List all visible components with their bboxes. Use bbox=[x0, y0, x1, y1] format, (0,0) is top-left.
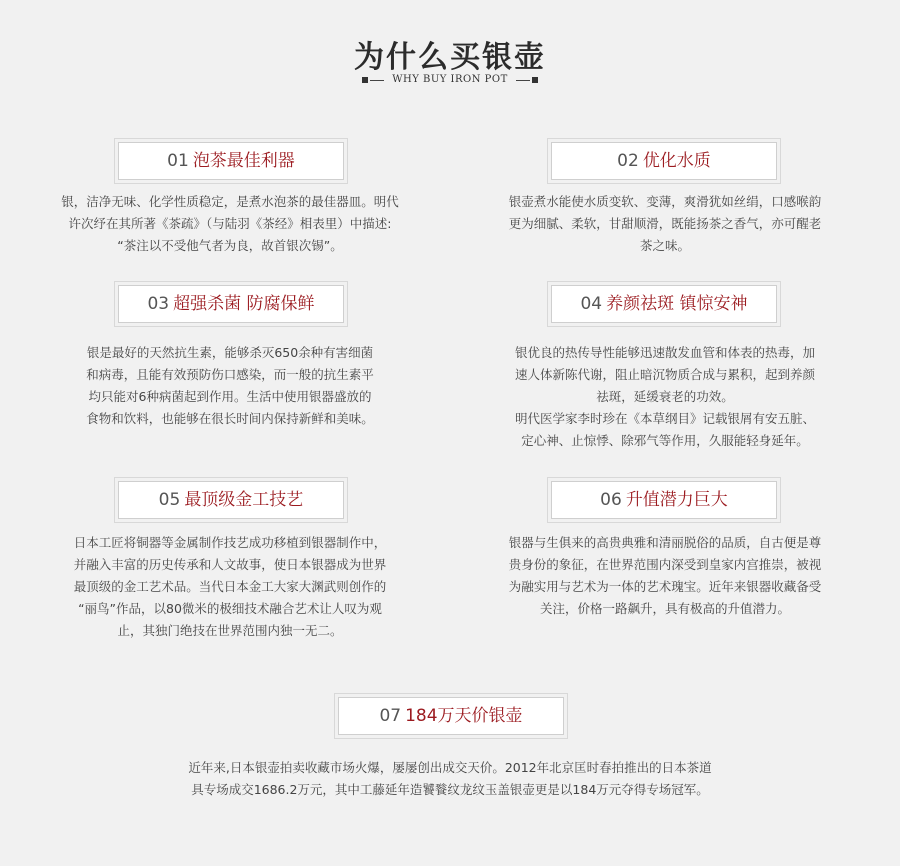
text-line: 具专场成交1686.2万元，其中工藤延年造饕餮纹龙纹玉盖银壶更是以184万元夺得专场冠军。 bbox=[191, 782, 709, 797]
section-03-text bbox=[40, 342, 420, 430]
subtitle-bar bbox=[362, 73, 538, 87]
section-number: 02 bbox=[617, 151, 639, 171]
text-line: 银优良的热传导性能够迅速散发血管和体表的热毒，加 bbox=[514, 345, 815, 360]
section-number: 03 bbox=[147, 294, 170, 314]
text-line: “丽鸟”作品，以80微米的极细技术融合艺术让人叹为观 bbox=[78, 601, 382, 616]
section-04-title-box bbox=[551, 285, 777, 323]
text-line: 关注，价格一路飙升，具有极高的升值潜力。 bbox=[539, 601, 790, 616]
text-line: 更为细腻、柔软，甘甜顺滑，既能扬茶之香气，亦可醒老 bbox=[508, 216, 822, 231]
text-line: 银，洁净无味、化学性质稳定，是煮水泡茶的最佳器皿。明代 bbox=[61, 194, 399, 209]
section-title: 养颜祛斑 镇惊安神 bbox=[606, 294, 748, 314]
text-line: 并融入丰富的历史传承和人文故事，使日本银器成为世界 bbox=[73, 557, 387, 572]
section-number: 06 bbox=[600, 490, 622, 510]
right-square-ornament bbox=[532, 77, 538, 83]
text-line: 银器与生俱来的高贵典雅和清丽脱俗的品质，自古便是尊 bbox=[508, 535, 822, 550]
section-title: 优化水质 bbox=[642, 151, 711, 171]
section-04-text bbox=[470, 342, 860, 452]
text-line: 日本工匠将铜器等金属制作技艺成功移植到银器制作中， bbox=[73, 535, 387, 550]
section-07-text bbox=[110, 757, 790, 801]
text-line: 为融实用与艺术为一体的艺术瑰宝。近年来银器收藏备受 bbox=[508, 579, 822, 594]
section-06-text bbox=[470, 532, 860, 620]
text-line: 近年来,日本银壶拍卖收藏市场火爆，屡屡创出成交天价。2012年北京匡时春拍推出的日本茶道 bbox=[188, 760, 712, 775]
section-title: 最顶级金工技艺 bbox=[184, 490, 304, 510]
section-number: 05 bbox=[158, 490, 181, 510]
text-line: 银壶煮水能使水质变软、变薄，爽滑犹如丝绢，口感喉韵 bbox=[508, 194, 822, 209]
page-subtitle: WHY BUY IRON POT bbox=[392, 74, 508, 85]
text-line: 许次纾在其所著《茶疏》（与陆羽《茶经》相表里）中描述: bbox=[68, 216, 392, 231]
text-line: “茶注以不受他气者为良，故首银次锡”。 bbox=[117, 238, 343, 253]
section-05-text bbox=[40, 532, 420, 642]
section-number: 07 bbox=[379, 706, 402, 726]
section-06-title-box bbox=[551, 481, 777, 519]
section-title: 泡茶最佳利器 bbox=[192, 151, 295, 171]
section-02-title-box bbox=[551, 142, 777, 180]
section-number: 04 bbox=[580, 294, 603, 314]
text-line: 茶之味。 bbox=[639, 238, 690, 253]
text-line: 止，其独门绝技在世界范围内独一无二。 bbox=[117, 623, 343, 638]
section-title: 升值潜力巨大 bbox=[625, 490, 728, 510]
text-line: 祛斑，延缓衰老的功效。 bbox=[596, 389, 734, 404]
text-line: 最顶级的金工艺术品。当代日本金工大家大渊武则创作的 bbox=[73, 579, 387, 594]
section-03-title-box bbox=[118, 285, 344, 323]
text-line: 和病毒，且能有效预防伤口感染，而一般的抗生素平 bbox=[86, 367, 374, 382]
section-01-title-box bbox=[118, 142, 344, 180]
page-title: 为什么买银壶 bbox=[354, 40, 546, 75]
text-line: 明代医学家李时珍在《本草纲目》记载银屑有安五脏、 bbox=[514, 411, 815, 426]
text-line: 速人体新陈代谢，阻止暗沉物质合成与累积，起到养颜 bbox=[514, 367, 815, 382]
section-title: 超强杀菌 防腐保鲜 bbox=[173, 294, 315, 314]
text-line: 贵身份的象征，在世界范围内深受到皇家内宫推崇，被视 bbox=[508, 557, 822, 572]
section-title: 184万天价银壶 bbox=[405, 706, 523, 726]
right-rule bbox=[516, 80, 530, 81]
text-line: 定心神、止惊悸、除邪气等作用，久服能轻身延年。 bbox=[521, 433, 809, 448]
section-07-title-box bbox=[338, 697, 564, 735]
text-line: 银是最好的天然抗生素，能够杀灭650余种有害细菌 bbox=[86, 345, 374, 360]
text-line: 食物和饮料，也能够在很长时间内保持新鲜和美味。 bbox=[86, 411, 374, 426]
section-05-title-box bbox=[118, 481, 344, 519]
text-line: 均只能对6种病菌起到作用。生活中使用银器盛放的 bbox=[88, 389, 372, 404]
section-number: 01 bbox=[167, 151, 189, 171]
section-01-text bbox=[40, 191, 420, 257]
section-02-text bbox=[470, 191, 860, 257]
